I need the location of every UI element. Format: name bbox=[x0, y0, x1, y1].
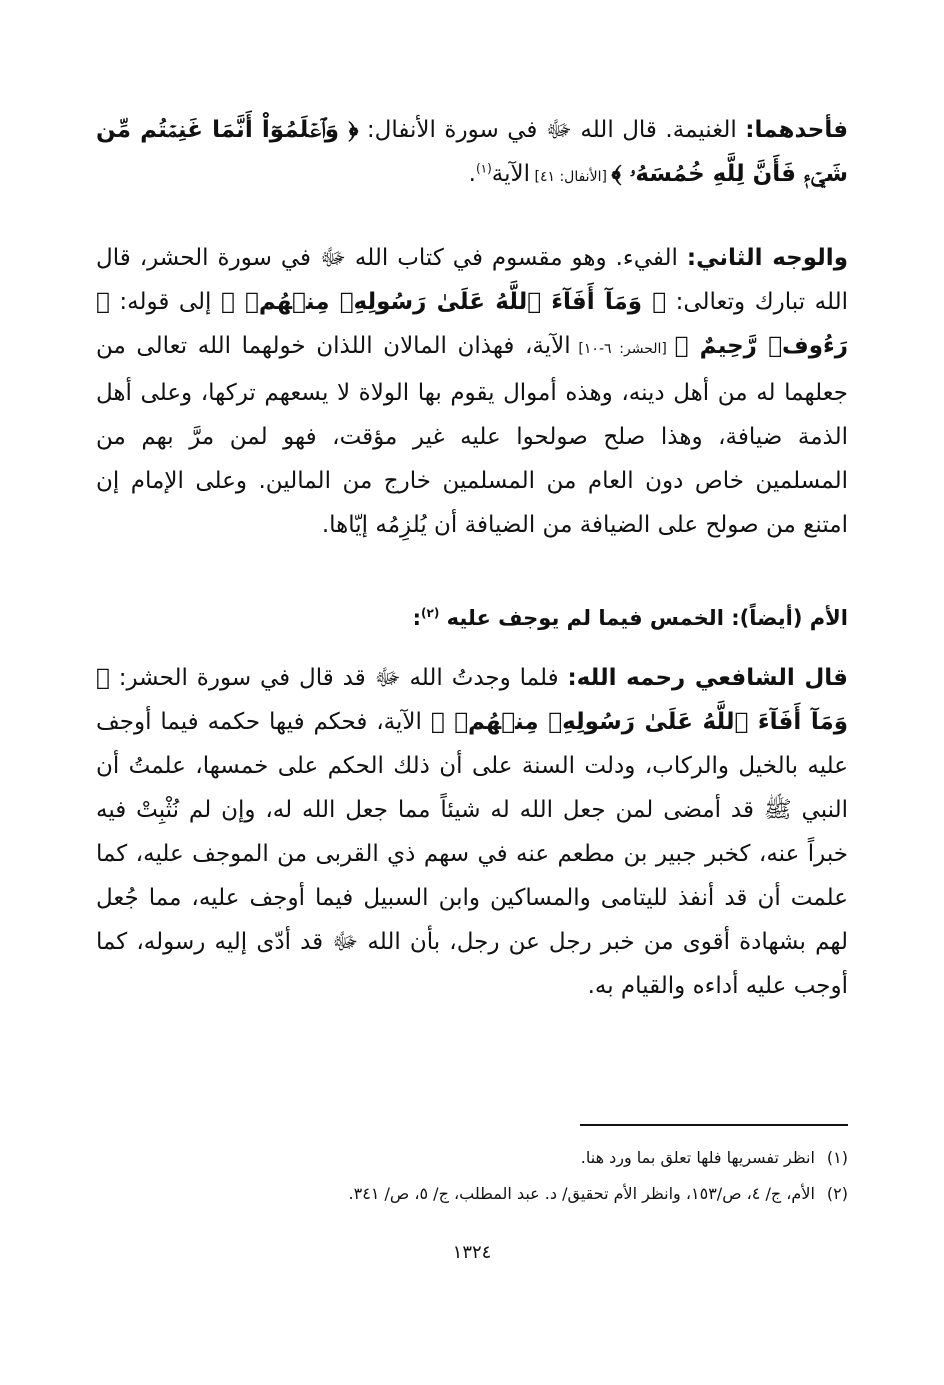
paragraph-shafii bbox=[96, 656, 848, 1008]
footnote-number: (١) bbox=[826, 1148, 848, 1167]
paragraph-lead: قال الشافعي رحمه الله: bbox=[567, 665, 848, 691]
footnote-divider bbox=[580, 1124, 848, 1126]
paragraph-text: فلما وجدتُ الله ﷻ قد قال في سورة الحشر: bbox=[109, 665, 568, 691]
heading-text: الأم (أيضاً): الخمس فيما لم يوجف عليه bbox=[446, 606, 848, 630]
section-heading bbox=[96, 596, 848, 640]
paragraph-text: الفيء. وهو مقسوم في كتاب الله ﷻ في سورة الحشر، قال الله تبارك وتعالى: bbox=[96, 245, 848, 315]
book-page bbox=[96, 0, 848, 1385]
paragraph-text: الآية bbox=[491, 161, 531, 187]
paragraph-text: الآية، فهذان المالان اللذان خولهما الله تعالى من جعلهما له من أهل دينه، وهذه أموال يقوم بها الولاة لا يسعهم تركها، وعلى أهل الذمة ضيافة، وهذا صلح صولحوا عليه غير مؤقت، فهو لمن مرَّ بهم من المسلمين خاص دون العام من المسلمين خارج من المالين. وعلى الإمام إن امتنع من صولح على الضيافة من الضيافة أن يُلزِمُه إيّاها. bbox=[96, 333, 848, 538]
paragraph-second-aspect bbox=[96, 236, 848, 547]
paragraph-text: إلى قوله: bbox=[109, 289, 221, 315]
paragraph-first-aspect bbox=[96, 108, 848, 199]
paragraph-lead: فأحدهما: bbox=[745, 117, 849, 143]
paragraph-text: . bbox=[468, 161, 476, 187]
paragraph-lead: والوجه الثاني: bbox=[686, 245, 848, 271]
quran-verse: ﴿ وَٱعۡلَمُوٓاْ أَنَّمَا غَنِمۡتُم مِّن شَيۡءٖ فَأَنَّ لِلَّهِ خُمُسَهُۥ ﴾ bbox=[96, 117, 848, 187]
verse-reference: [الأنفال: ٤١] bbox=[530, 169, 612, 185]
quran-verse: ﴿ رَءُوفٞ رَّحِيمٌ ﴾ bbox=[96, 289, 849, 359]
footnote-item bbox=[96, 1140, 848, 1176]
footnote-text: انظر تفسريها فلها تعلق بما ورد هنا. bbox=[580, 1148, 815, 1167]
footnote-marker[interactable]: (٢) bbox=[421, 606, 440, 620]
footnote-text: الأم، ج/ ٤، ص/١٥٣، وانظر الأم تحقيق/ د. عبد المطلب، ج/ ٥، ص/ ٣٤١. bbox=[348, 1184, 815, 1203]
page-number: ١٣٢٤ bbox=[452, 1242, 492, 1263]
heading-suffix: : bbox=[412, 606, 421, 630]
footnote-item bbox=[96, 1176, 848, 1212]
footnote-number: (٢) bbox=[826, 1184, 848, 1203]
quran-verse: ﴿ وَمَآ أَفَآءَ ٱللَّهُ عَلَىٰ رَسُولِهِۦ مِنۡهُمۡ ﴾ bbox=[220, 289, 667, 315]
footnotes-list bbox=[96, 1140, 848, 1212]
paragraph-text: الغنيمة. قال الله ﷻ في سورة الأنفال: bbox=[358, 117, 746, 143]
verse-reference: [الحشر: ٦-١٠] bbox=[570, 341, 675, 357]
quran-verse: ﴿ وَمَآ أَفَآءَ ٱللَّهُ عَلَىٰ رَسُولِهِۦ مِنۡهُمۡ ﴾ bbox=[96, 665, 849, 735]
footnote-marker[interactable]: (١) bbox=[475, 161, 492, 176]
paragraph-text: الآية، فحكم فيها حكمه فيما أوجف عليه بالخيل والركاب، ودلت السنة على أن ذلك الحكم على خمسها، علمتُ أن النبي ﷺ قد أمضى لمن جعل الله له شيئاً مما جعل الله له، وإن لم نُثْبِتْ فيه خبراً عنه، كخبر جبير بن مطعم عنه في سهم ذي القربى من الموجف عليه، كما علمت أن قد أنفذ لليتامى والمساكين وابن السبيل فيما أوجف عليه، مما جُعل لهم بشهادة أقوى من خبر رجل عن رجل، بأن الله ﷻ قد أدّى إليه رسوله، كما أوجب عليه أداءه والقيام به. bbox=[96, 709, 848, 999]
